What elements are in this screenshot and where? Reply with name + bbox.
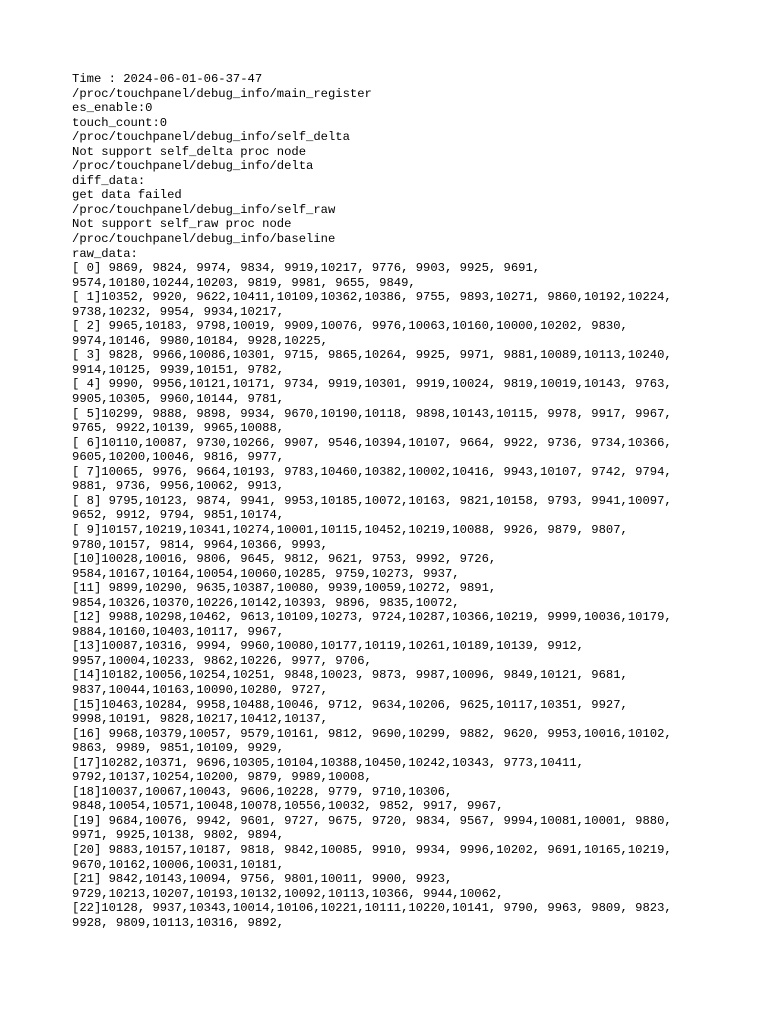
log-line: [12] 9988,10298,10462, 9613,10109,10273, 9724,10287,10366,10219, 9999,10036,10179, (72, 610, 672, 625)
log-line: [17]10282,10371, 9696,10305,10104,10388,10450,10242,10343, 9773,10411, (72, 755, 584, 770)
log-line: [13]10087,10316, 9994, 9960,10080,10177,10119,10261,10189,10139, 9912, (72, 639, 584, 654)
log-line: /proc/touchpanel/debug_info/self_raw (72, 202, 336, 217)
log-line: 9605,10200,10046, 9816, 9977, (72, 450, 285, 465)
log-line: [ 6]10110,10087, 9730,10266, 9907, 9546,10394,10107, 9664, 9922, 9736, 9734,10366, (72, 435, 672, 450)
log-line: /proc/touchpanel/debug_info/baseline (72, 232, 336, 247)
log-line: es_enable:0 (72, 101, 153, 116)
log-line: [ 4] 9990, 9956,10121,10171, 9734, 9919,10301, 9919,10024, 9819,10019,10143, 9763, (72, 377, 672, 392)
log-line: 9574,10180,10244,10203, 9819, 9981, 9655, 9849, (72, 275, 416, 290)
log-line: 9652, 9912, 9794, 9851,10174, (72, 508, 285, 523)
log-line: 9974,10146, 9980,10184, 9928,10225, (72, 333, 328, 348)
log-line: [21] 9842,10143,10094, 9756, 9801,10011, 9900, 9923, (72, 872, 453, 887)
log-line: 9848,10054,10571,10048,10078,10556,10032, 9852, 9917, 9967, (72, 799, 504, 814)
log-line: /proc/touchpanel/debug_info/main_register (72, 86, 372, 101)
log-line: 9792,10137,10254,10200, 9879, 9989,10008, (72, 770, 372, 785)
log-line: [ 3] 9828, 9966,10086,10301, 9715, 9865,10264, 9925, 9971, 9881,10089,10113,10240, (72, 348, 672, 363)
log-line: [ 8] 9795,10123, 9874, 9941, 9953,10185,10072,10163, 9821,10158, 9793, 9941,10097, (72, 493, 672, 508)
log-line: [ 2] 9965,10183, 9798,10019, 9909,10076, 9976,10063,10160,10000,10202, 9830, (72, 319, 628, 334)
log-line: 9905,10305, 9960,10144, 9781, (72, 392, 285, 407)
debug-log (72, 72, 752, 930)
log-line: 9780,10157, 9814, 9964,10366, 9993, (72, 537, 328, 552)
log-line: [10]10028,10016, 9806, 9645, 9812, 9621, 9753, 9992, 9726, (72, 552, 497, 567)
log-line: 9837,10044,10163,10090,10280, 9727, (72, 682, 328, 697)
log-line: [ 1]10352, 9920, 9622,10411,10109,10362,10386, 9755, 9893,10271, 9860,10192,10224, (72, 290, 672, 305)
log-line: [16] 9968,10379,10057, 9579,10161, 9812, 9690,10299, 9882, 9620, 9953,10016,10102, (72, 726, 672, 741)
log-line: 9729,10213,10207,10193,10132,10092,10113,10366, 9944,10062, (72, 886, 504, 901)
log-line: [ 9]10157,10219,10341,10274,10001,10115,10452,10219,10088, 9926, 9879, 9807, (72, 522, 628, 537)
log-line: 9670,10162,10006,10031,10181, (72, 857, 285, 872)
log-line: 9881, 9736, 9956,10062, 9913, (72, 479, 285, 494)
log-line: Not support self_delta proc node (72, 144, 307, 159)
log-line: /proc/touchpanel/debug_info/delta (72, 159, 314, 174)
log-line: [15]10463,10284, 9958,10488,10046, 9712, 9634,10206, 9625,10117,10351, 9927, (72, 697, 628, 712)
log-line: 9957,10004,10233, 9862,10226, 9977, 9706, (72, 653, 372, 668)
log-line: Not support self_raw proc node (72, 217, 292, 232)
log-line: /proc/touchpanel/debug_info/self_delta (72, 130, 350, 145)
log-line: 9738,10232, 9954, 9934,10217, (72, 304, 285, 319)
log-line: 9928, 9809,10113,10316, 9892, (72, 915, 285, 930)
log-line: [11] 9899,10290, 9635,10387,10080, 9939,10059,10272, 9891, (72, 581, 497, 596)
log-line: 9584,10167,10164,10054,10060,10285, 9759,10273, 9937, (72, 566, 460, 581)
log-line: touch_count:0 (72, 115, 168, 130)
log-line: [ 0] 9869, 9824, 9974, 9834, 9919,10217, 9776, 9903, 9925, 9691, (72, 261, 541, 276)
log-line: [14]10182,10056,10254,10251, 9848,10023, 9873, 9987,10096, 9849,10121, 9681, (72, 668, 628, 683)
log-line: [22]10128, 9937,10343,10014,10106,10221,10111,10220,10141, 9790, 9963, 9809, 9823, (72, 901, 672, 916)
log-line: [ 5]10299, 9888, 9898, 9934, 9670,10190,10118, 9898,10143,10115, 9978, 9917, 9967, (72, 406, 672, 421)
log-line: 9863, 9989, 9851,10109, 9929, (72, 741, 285, 756)
log-line: 9884,10160,10403,10117, 9967, (72, 624, 285, 639)
log-line: 9854,10326,10370,10226,10142,10393, 9896, 9835,10072, (72, 595, 460, 610)
log-line: 9914,10125, 9939,10151, 9782, (72, 362, 285, 377)
log-line: [18]10037,10067,10043, 9606,10228, 9779, 9710,10306, (72, 784, 453, 799)
log-line: 9765, 9922,10139, 9965,10088, (72, 421, 285, 436)
log-line: get data failed (72, 188, 182, 203)
log-line: 9971, 9925,10138, 9802, 9894, (72, 828, 285, 843)
log-line: [ 7]10065, 9976, 9664,10193, 9783,10460,10382,10002,10416, 9943,10107, 9742, 9794, (72, 464, 672, 479)
log-line: [20] 9883,10157,10187, 9818, 9842,10085, 9910, 9934, 9996,10202, 9691,10165,10219, (72, 842, 672, 857)
log-line: Time : 2024-06-01-06-37-47 (72, 72, 263, 86)
log-line: diff_data: (72, 173, 146, 188)
log-line: [19] 9684,10076, 9942, 9601, 9727, 9675, 9720, 9834, 9567, 9994,10081,10001, 9880, (72, 813, 672, 828)
log-line: raw_data: (72, 246, 138, 261)
log-line: 9998,10191, 9828,10217,10412,10137, (72, 712, 328, 727)
